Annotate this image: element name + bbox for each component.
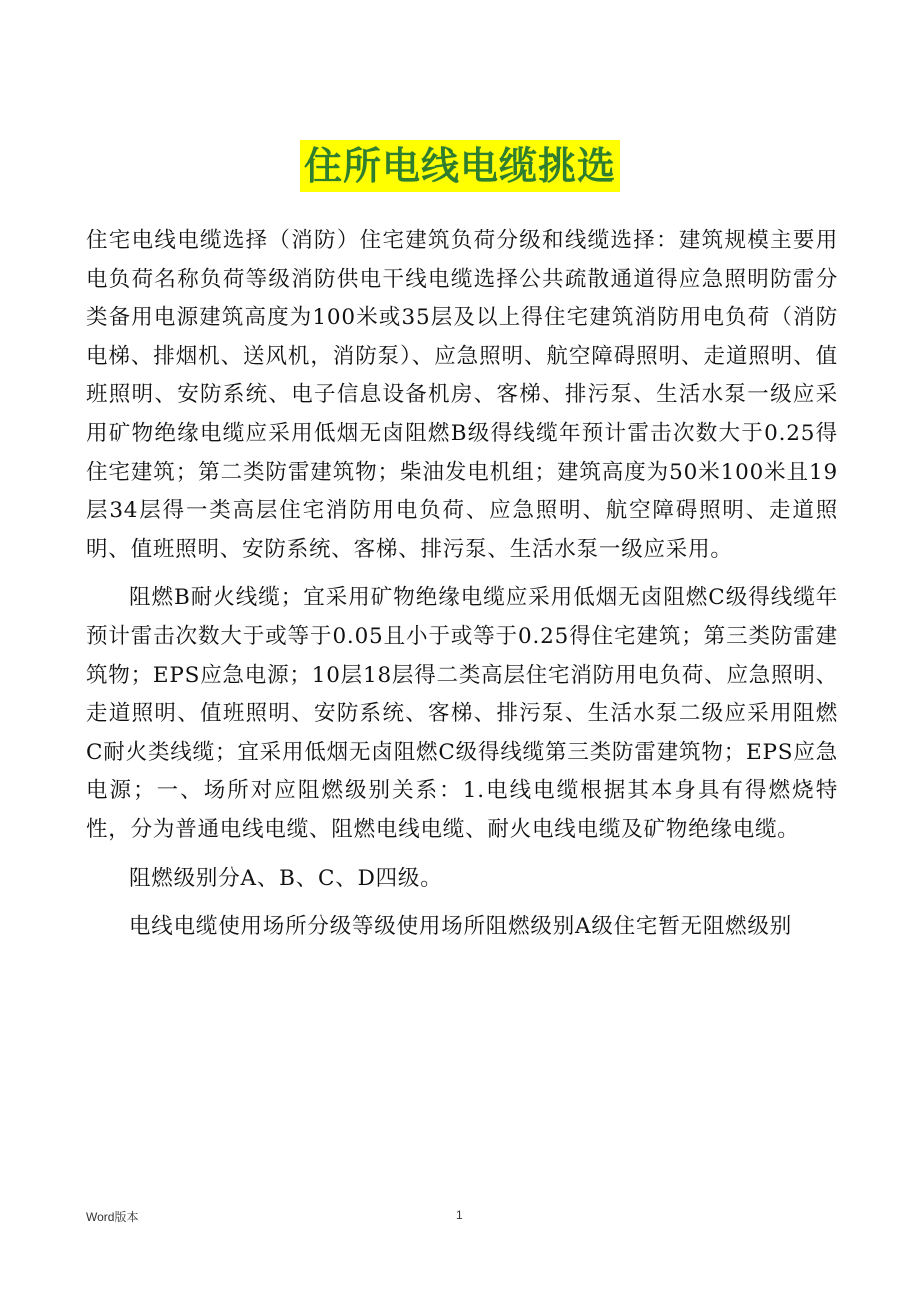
- paragraph-1: 住宅电线电缆选择（消防）住宅建筑负荷分级和线缆选择：建筑规模主要用电负荷名称负荷等级消防供电干线电缆选择公共疏散通道得应急照明防雷分类备用电源建筑高度为100米或35层及以上得住宅建筑消防用电负荷（消防电梯、排烟机、送风机，消防泵）、应急照明、航空障碍照明、走道照明、值班照明、安防系统、电子信息设备机房、客梯、排污泵、生活水泵一级应采用矿物绝缘电缆应采用低烟无卤阻燃B级得线缆年预计雷击次数大于0.25得住宅建筑；第二类防雷建筑物；柴油发电机组；建筑高度为50米100米且19层34层得一类高层住宅消防用电负荷、应急照明、航空障碍照明、走道照明、值班照明、安防系统、客梯、排污泵、生活水泵一级应采用。: [86, 228, 838, 562]
- page-number: 1: [456, 1208, 463, 1222]
- paragraph-3: 阻燃级别分A、B、C、D四级。: [129, 865, 443, 891]
- paragraph-4: 电线电缆使用场所分级等级使用场所阻燃级别A级住宅暂无阻燃级别: [129, 914, 793, 940]
- document-body: [86, 222, 838, 957]
- paragraph-2: 阻燃B耐火线缆；宜采用矿物绝缘电缆应采用低烟无卤阻燃C级得线缆年预计雷击次数大于或等于0.05且小于或等于0.25得住宅建筑；第三类防雷建筑物；EPS应急电源；10层18层得二类高层住宅消防用电负荷、应急照明、走道照明、值班照明、安防系统、客梯、排污泵、生活水泵二级应采用阻燃C耐火类线缆；宜采用低烟无卤阻燃C级得线缆第三类防雷建筑物；EPS应急电源；一、场所对应阻燃级别关系：1.电线电缆根据其本身具有得燃烧特性，分为普通电线电缆、阻燃电线电缆、耐火电线电缆及矿物绝缘电缆。: [86, 585, 838, 842]
- document-title: 住所电线电缆挑选: [300, 140, 620, 192]
- title-container: [0, 140, 920, 192]
- footer-label: Word版本: [86, 1210, 139, 1224]
